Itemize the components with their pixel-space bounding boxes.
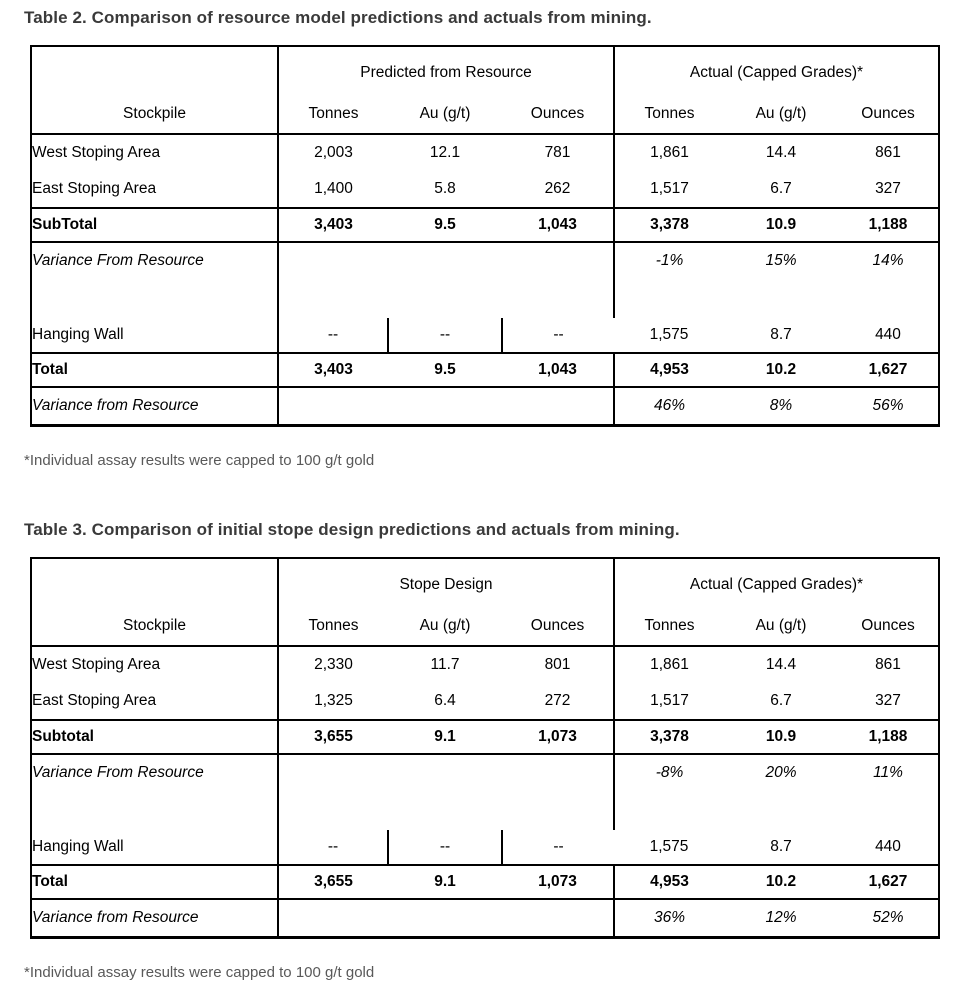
value-cell: 781 (502, 134, 614, 171)
right-group-header: Actual (Capped Grades)* (689, 64, 864, 81)
table-row-hanging (31, 318, 939, 353)
value-cell: 1,188 (838, 208, 939, 242)
row-label: Subtotal (31, 720, 278, 754)
value-cell: 861 (875, 656, 901, 673)
value-cell: 1,861 (650, 144, 689, 161)
group-header-row (31, 558, 939, 603)
left-group-header: Predicted from Resource (278, 46, 614, 91)
column-header: Tonnes (614, 91, 724, 134)
comparison-table (30, 557, 940, 939)
value-cell: 6.4 (434, 692, 456, 709)
sections-container (24, 7, 972, 982)
value-cell (502, 387, 614, 426)
column-header-row (31, 603, 939, 646)
table-row-data (31, 646, 939, 683)
value-cell: 12% (765, 909, 797, 926)
column-header: Au (g/t) (388, 603, 502, 646)
value-cell: 440 (875, 838, 901, 855)
value-cell: 56% (872, 397, 904, 414)
value-cell: 272 (502, 683, 614, 720)
value-cell: 6.7 (770, 692, 792, 709)
value-cell (388, 899, 502, 938)
row-label: West Stoping Area (31, 134, 278, 171)
value-cell: 15% (765, 252, 797, 269)
row-label: West Stoping Area (31, 646, 278, 683)
value-cell (388, 754, 502, 830)
value-cell: 52% (872, 909, 904, 926)
value-cell: 10.9 (724, 720, 838, 754)
value-cell: 3,378 (614, 720, 724, 754)
value-cell: 36% (653, 909, 686, 926)
row-label: Total (31, 865, 278, 899)
table-row-variance-mid (31, 242, 939, 318)
row-label: Hanging Wall (31, 830, 278, 865)
value-cell: 1,073 (502, 720, 614, 754)
table-row-subtotal (31, 208, 939, 242)
column-header: Au (g/t) (724, 91, 838, 134)
value-cell: 3,655 (278, 720, 388, 754)
column-header: Au (g/t) (724, 603, 838, 646)
value-cell: 9.5 (388, 208, 502, 242)
value-cell: 1,627 (838, 865, 939, 899)
row-label: SubTotal (31, 208, 278, 242)
value-cell: 1,627 (838, 353, 939, 387)
value-cell: 2,330 (314, 656, 353, 673)
value-cell (388, 387, 502, 426)
table-row-total (31, 865, 939, 899)
value-cell: 327 (875, 180, 901, 197)
value-cell: 1,043 (502, 353, 614, 387)
table-body (31, 646, 939, 938)
comparison-table (30, 45, 940, 427)
value-cell (502, 754, 614, 830)
value-cell: 1,517 (650, 692, 689, 709)
value-cell: 8% (769, 397, 793, 414)
value-cell: -- (388, 830, 502, 865)
value-cell: 440 (875, 326, 901, 343)
value-cell: 1,517 (650, 180, 689, 197)
row-label: Variance From Resource (31, 242, 278, 318)
value-cell: 1,575 (649, 838, 689, 855)
value-cell (502, 242, 614, 318)
row-header-label: Stockpile (31, 91, 278, 134)
value-cell: 861 (875, 144, 901, 161)
row-label: Variance From Resource (31, 754, 278, 830)
value-cell: 262 (502, 171, 614, 208)
table-row-subtotal (31, 720, 939, 754)
value-cell: 1,575 (649, 326, 689, 343)
value-cell (278, 754, 388, 830)
value-cell: 4,953 (614, 353, 724, 387)
value-cell: 4,953 (614, 865, 724, 899)
row-label: Variance from Resource (31, 899, 278, 938)
value-cell: 9.5 (388, 353, 502, 387)
value-cell: 8.7 (770, 326, 792, 343)
value-cell: 14.4 (765, 144, 797, 161)
column-header: Ounces (838, 91, 939, 134)
value-cell: 6.7 (770, 180, 792, 197)
row-header-label: Stockpile (31, 603, 278, 646)
row-label: Hanging Wall (31, 318, 278, 353)
value-cell: -- (278, 318, 388, 353)
table-row-variance-mid (31, 754, 939, 830)
row-label: East Stoping Area (31, 683, 278, 720)
value-cell: 10.9 (724, 208, 838, 242)
value-cell (278, 387, 388, 426)
value-cell: 5.8 (434, 180, 456, 197)
value-cell: 1,325 (314, 692, 353, 709)
column-header: Ounces (838, 603, 939, 646)
value-cell: 14.4 (765, 656, 797, 673)
value-cell: 3,403 (278, 353, 388, 387)
row-label: East Stoping Area (31, 171, 278, 208)
value-cell (278, 242, 388, 318)
column-header: Tonnes (278, 603, 388, 646)
value-cell: 9.1 (388, 720, 502, 754)
left-group-header: Stope Design (278, 558, 614, 603)
value-cell: 1,043 (502, 208, 614, 242)
value-cell (502, 899, 614, 938)
column-header: Tonnes (614, 603, 724, 646)
value-cell: 1,073 (502, 865, 614, 899)
column-header: Ounces (502, 603, 614, 646)
column-header-row (31, 91, 939, 134)
right-group-header: Actual (Capped Grades)* (689, 576, 864, 593)
value-cell: -- (388, 318, 502, 353)
value-cell: 801 (502, 646, 614, 683)
corner-cell (31, 558, 278, 603)
value-cell (278, 899, 388, 938)
value-cell: 1,400 (314, 180, 353, 197)
value-cell: 1,188 (838, 720, 939, 754)
value-cell: 11.7 (430, 656, 460, 673)
value-cell: 12.1 (429, 144, 461, 161)
table-row-data (31, 683, 939, 720)
group-header-row (31, 46, 939, 91)
table-row-variance-end (31, 899, 939, 938)
table-title: Table 2. Comparison of resource model predictions and actuals from mining. (24, 8, 652, 27)
column-header: Tonnes (278, 91, 388, 134)
value-cell: -1% (655, 252, 684, 269)
value-cell: 2,003 (314, 144, 353, 161)
table-body (31, 134, 939, 426)
value-cell: -- (278, 830, 388, 865)
value-cell: 46% (653, 397, 686, 414)
value-cell: 1,861 (650, 656, 689, 673)
value-cell: 10.2 (724, 353, 838, 387)
value-cell: 11% (873, 764, 903, 781)
value-cell: 3,378 (614, 208, 724, 242)
value-cell: 3,655 (278, 865, 388, 899)
column-header: Ounces (502, 91, 614, 134)
value-cell: 14% (872, 252, 904, 269)
column-header: Au (g/t) (388, 91, 502, 134)
table-title: Table 3. Comparison of initial stope design predictions and actuals from mining. (24, 520, 680, 539)
table-footnote: *Individual assay results were capped to 100 g/t gold (24, 452, 375, 469)
table-row-variance-end (31, 387, 939, 426)
table-row-data (31, 171, 939, 208)
value-cell: -- (553, 838, 564, 855)
table-section (24, 7, 972, 470)
value-cell: -- (553, 326, 564, 343)
corner-cell (31, 46, 278, 91)
table-footnote: *Individual assay results were capped to 100 g/t gold (24, 964, 375, 981)
table-row-hanging (31, 830, 939, 865)
value-cell: 327 (875, 692, 901, 709)
value-cell: -8% (655, 764, 684, 781)
table-row-data (31, 134, 939, 171)
value-cell: 20% (765, 764, 797, 781)
table-section (24, 519, 972, 982)
value-cell: 3,403 (278, 208, 388, 242)
value-cell: 8.7 (770, 838, 792, 855)
row-label: Variance from Resource (31, 387, 278, 426)
row-label: Total (31, 353, 278, 387)
value-cell: 9.1 (388, 865, 502, 899)
value-cell (388, 242, 502, 318)
value-cell: 10.2 (724, 865, 838, 899)
table-row-total (31, 353, 939, 387)
